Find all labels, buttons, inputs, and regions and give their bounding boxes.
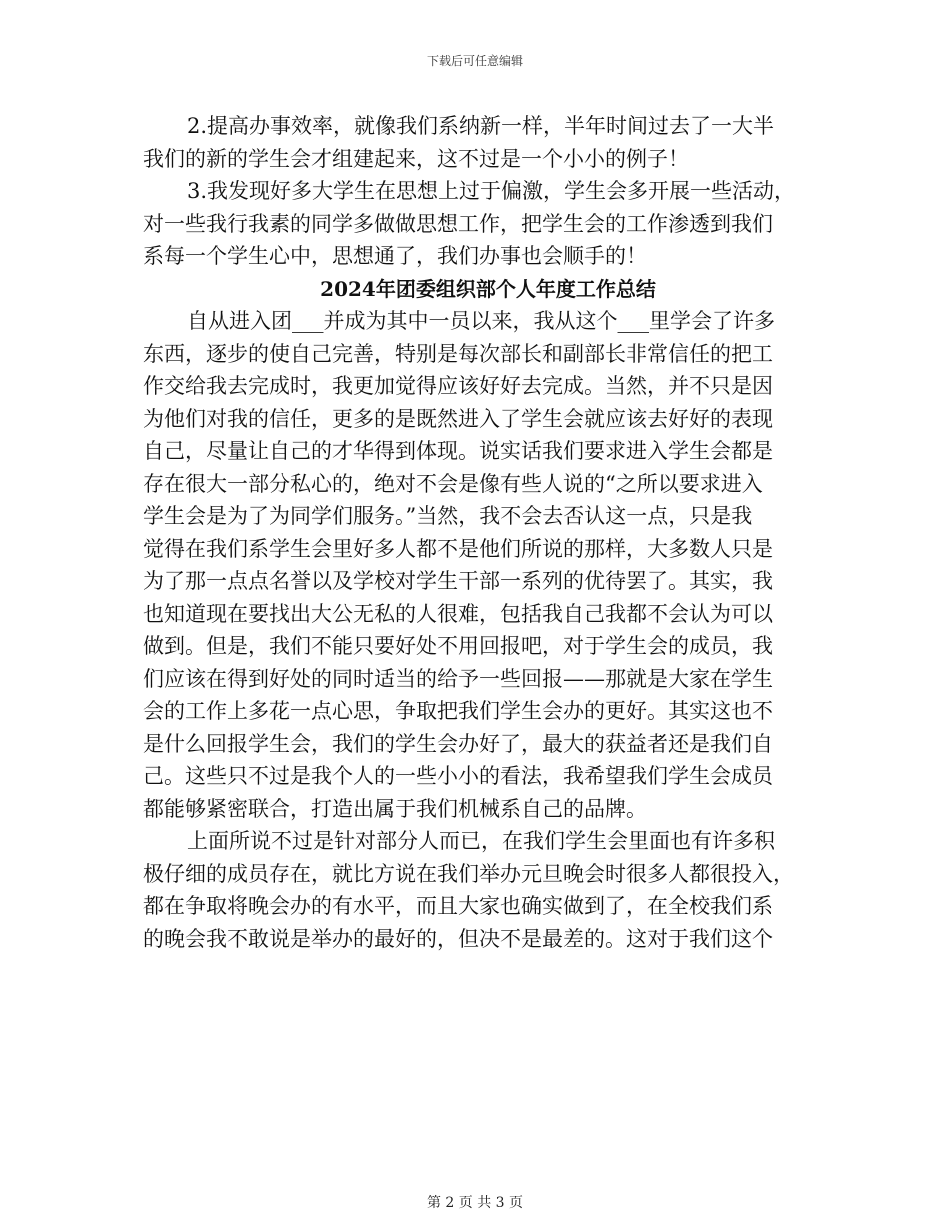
paragraph-line: 的晚会我不敢说是举办的最好的，但决不是最差的。这对于我们这个	[143, 926, 773, 951]
paragraph-line: 系每一个学生心中，思想通了，我们办事也会顺手的！	[143, 244, 647, 268]
paragraph-line: 3.我发现好多大学生在思想上过于偏激，学生会多开展一些活动，	[187, 179, 796, 203]
paragraph-line: 学生会是为了为同学们服务。”当然，我不会去否认这一点，只是我	[143, 504, 753, 528]
paragraph-line: 为了那一点点名誉以及学校对学生干部一系列的优待罢了。其实，我	[143, 569, 773, 593]
paragraph-line: 己。这些只不过是我个人的一些小小的看法，我希望我们学生会成员	[143, 764, 773, 788]
paragraph-line: 对一些我行我素的同学多做做思想工作，把学生会的工作渗透到我们	[143, 211, 773, 236]
paragraph-line: 做到。但是，我们不能只要好处不用回报吧，对于学生会的成员，我	[143, 634, 773, 658]
paragraph-line: 2.提高办事效率，就像我们系纳新一样，半年时间过去了一大半	[187, 114, 775, 138]
paragraph-line: 极仔细的成员存在，就比方说在我们举办元旦晚会时很多人都很投入，	[143, 861, 794, 886]
paragraph-line: 上面所说不过是针对部分人而已，在我们学生会里面也有许多积	[187, 829, 775, 853]
paragraph-line: 我们的新的学生会才组建起来，这不过是一个小小的例子！	[143, 146, 689, 171]
paragraph-line: 都能够紧密联合，打造出属于我们机械系自己的品牌。	[143, 796, 647, 821]
page-footer: 第 2 页 共 3 页	[426, 1195, 524, 1211]
paragraph-line: 自从进入团___并成为其中一员以来，我从这个___里学会了许多	[187, 309, 775, 333]
paragraph-line: 觉得在我们系学生会里好多人都不是他们所说的那样，大多数人只是	[143, 536, 773, 561]
paragraph-line: 是什么回报学生会，我们的学生会办好了，最大的获益者还是我们自	[143, 731, 773, 756]
paragraph-line: 们应该在得到好处的同时适当的给予一些回报——那就是大家在学生	[143, 666, 773, 691]
paragraph-line: 会的工作上多花一点心思，争取把我们学生会办的更好。其实这也不	[143, 699, 773, 723]
paragraph-line: 都在争取将晚会办的有水平，而且大家也确实做到了，在全校我们系	[143, 894, 773, 918]
paragraph-line: 东西，逐步的使自己完善，特别是每次部长和副部长非常信任的把工	[143, 341, 773, 366]
paragraph-line: 作交给我去完成时，我更加觉得应该好好去完成。当然，并不只是因	[143, 374, 773, 398]
document-body	[143, 110, 811, 955]
paragraph-line: 为他们对我的信任，更多的是既然进入了学生会就应该去好好的表现	[143, 406, 773, 431]
page-header: 下载后可任意编辑	[426, 54, 523, 68]
paragraph-line: 存在很大一部分私心的，绝对不会是像有些人说的“之所以要求进入	[143, 471, 763, 496]
paragraph-line: 自己，尽量让自己的才华得到体现。说实话我们要求进入学生会都是	[143, 439, 773, 463]
document-title: 2024年团委组织部个人年度工作总结	[320, 276, 656, 301]
paragraph-line: 也知道现在要找出大公无私的人很难，包括我自己我都不会认为可以	[143, 601, 773, 626]
